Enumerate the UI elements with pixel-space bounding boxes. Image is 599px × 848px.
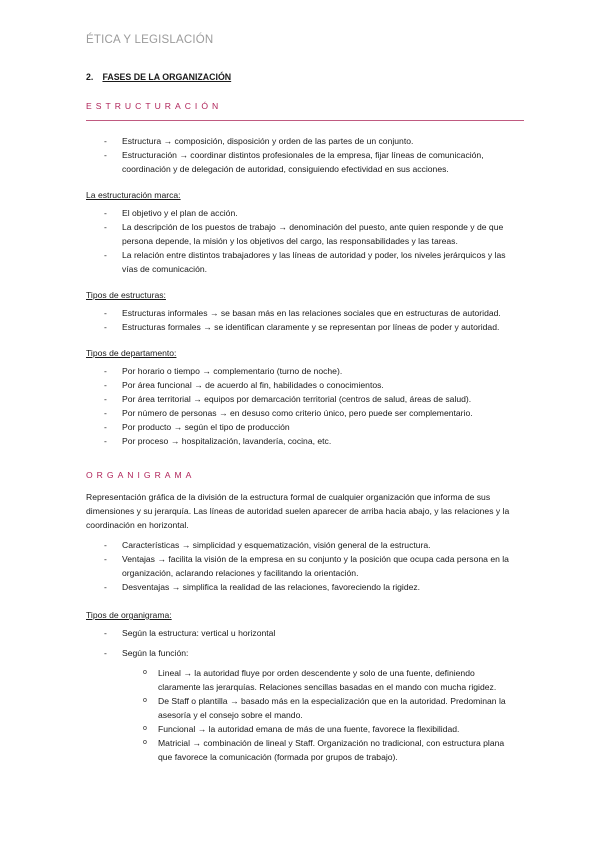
list-item: - Por área funcional → de acuerdo al fin, habilidades o conocimientos. [86, 378, 516, 392]
heading-divider [86, 120, 524, 121]
list-item [86, 694, 516, 722]
tipos-organigrama-list [86, 626, 516, 660]
circle-bullet-icon: o [143, 725, 147, 732]
document-header-title: ÉTICA Y LEGISLACIÓN [86, 34, 214, 46]
list-item [86, 666, 516, 694]
funcion-list [86, 666, 516, 764]
list-item: - La descripción de los puestos de trabajo → denominación del puesto, ante quien responde y de que persona depende, la misión y los objetivos del cargo, las responsabilidades y las tareas. [86, 220, 516, 248]
estructuracion-heading: ESTRUCTURACIÓN [86, 101, 223, 111]
organigrama-list [86, 538, 516, 594]
tipos-estructuras-list [86, 306, 516, 334]
marca-heading: La estructuración marca: [86, 190, 181, 200]
list-item: - Estructuras informales → se basan más en las relaciones sociales que en estructuras de autoridad. [86, 306, 516, 320]
list-item [86, 722, 516, 736]
tipos-departamento-list [86, 364, 516, 448]
list-item: - Características → simplicidad y esquematización, visión general de la estructura. [86, 538, 516, 552]
list-item: - Por área territorial → equipos por demarcación territorial (centros de salud, áreas de salud). [86, 392, 516, 406]
list-item: - La relación entre distintos trabajadores y las líneas de autoridad y poder, los niveles jerárquicos y las vías de comunicación. [86, 248, 516, 276]
list-item: - Ventajas → facilita la visión de la empresa en su conjunto y la posición que ocupa cada persona en la organización, aclarando relaciones y facilitando la orientación. [86, 552, 516, 580]
list-item: - Por horario o tiempo → complementario (turno de noche). [86, 364, 516, 378]
list-item: - Por número de personas → en desuso como criterio único, pero puede ser complementario. [86, 406, 516, 420]
list-item: - Estructuración → coordinar distintos profesionales de la empresa, fijar líneas de comunicación, coordinación y de delegación de autoridad, consiguiendo efectividad en sus acciones. [86, 148, 516, 176]
marca-list [86, 206, 516, 276]
tipos-departamento-heading: Tipos de departamento: [86, 348, 177, 358]
list-item-text: De Staff o plantilla → basado más en la especialización que en la autoridad. Predominan la asesoría y el consejo sobre el mando. [158, 696, 506, 720]
section-number: 2. [86, 72, 94, 82]
document-content [86, 70, 516, 764]
organigrama-intro: Representación gráfica de la división de la estructura formal de cualquier organización que informa de sus dimensiones y su jerarquía. Las líneas de autoridad suelen aparecer de arriba hacia abajo, y las relaciones y la coordinación en horizontal. [86, 492, 510, 530]
list-item [86, 736, 516, 764]
circle-bullet-icon: o [143, 669, 147, 676]
circle-bullet-icon: o [143, 697, 147, 704]
section-title: FASES DE LA ORGANIZACIÓN [102, 72, 232, 82]
tipos-estructuras-heading: Tipos de estructuras: [86, 290, 166, 300]
list-item: - Según la función: [86, 646, 516, 660]
list-item: - Por producto → según el tipo de producción [86, 420, 516, 434]
list-item: - Desventajas → simplifica la realidad de las relaciones, favoreciendo la rigidez. [86, 580, 516, 594]
list-item: - Por proceso → hospitalización, lavandería, cocina, etc. [86, 434, 516, 448]
list-item-text: Matricial → combinación de lineal y Staff. Organización no tradicional, con estructura plana que favorece la comunicación (formada por grupos de trabajo). [158, 738, 505, 762]
estructuracion-list [86, 134, 516, 176]
circle-bullet-icon: o [143, 739, 147, 746]
list-item: - Estructuras formales → se identifican claramente y se representan por líneas de poder y autoridad. [86, 320, 516, 334]
list-item: - El objetivo y el plan de acción. [86, 206, 516, 220]
list-item: - Según la estructura: vertical u horizontal [86, 626, 516, 640]
organigrama-heading: ORGANIGRAMA [86, 470, 196, 480]
section-heading [86, 70, 516, 84]
list-item-text: Funcional → la autoridad emana de más de una fuente, favorece la flexibilidad. [158, 724, 460, 734]
tipos-organigrama-heading: Tipos de organigrama: [86, 610, 172, 620]
list-item: - Estructura → composición, disposición y orden de las partes de un conjunto. [86, 134, 516, 148]
list-item-text: Lineal → la autoridad fluye por orden descendente y solo de una fuente, definiendo claramente las jerarquías. Relaciones sencillas basadas en el mando con mucha rigidez. [158, 668, 497, 692]
